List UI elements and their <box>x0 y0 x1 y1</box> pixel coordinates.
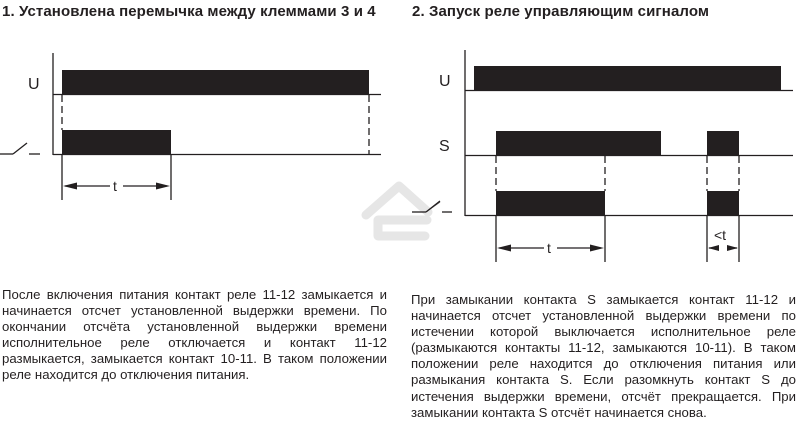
measure-label-t-2: t <box>547 240 551 256</box>
u-pulse <box>62 70 369 95</box>
u-pulse <box>474 66 781 91</box>
s-pulse-2 <box>707 131 739 156</box>
label-s: S <box>439 138 450 155</box>
section-1-title: 1. Установлена перемычка между клеммами 3 и 4 <box>2 3 376 20</box>
diagram-1 <box>0 53 381 200</box>
label-u-2: U <box>439 73 451 90</box>
contact-pulse <box>62 130 171 155</box>
section-1-description: После включения питания контакт реле 11-12 замыкается и начинается отсчет установленной выдержки времени. По окончании отсчёта установленной выдержки времени исполнительное реле отключается и контакт 11-12 размыкается, замыкается контакт 10-11. В таком положении реле находится до отключения питания. <box>2 287 387 383</box>
measure-label-t-1: t <box>113 178 117 194</box>
diagram-2 <box>412 50 793 262</box>
switch-contact-icon <box>0 143 40 154</box>
watermark-logo-icon <box>366 186 428 236</box>
contact-pulse-1 <box>496 191 605 216</box>
section-2-description: При замыкании контакта S замыкается контакт 11-12 и начинается отсчет установленной выдержки времени по истечении которой выключается исполнительное реле (размыкаются контакты 11-12, замыкаются 10-11). В таком положении реле находится до отключения питания или размыкания контакта S. Если разомкнуть контакт S до истечения выдержки времени, отсчёт прекращается. При замыкании контакта S отсчёт начинается снова. <box>411 292 796 420</box>
s-pulse-1 <box>496 131 661 156</box>
contact-pulse-2 <box>707 191 739 216</box>
measure-label-less-t: <t <box>714 227 727 243</box>
section-2-title: 2. Запуск реле управляющим сигналом <box>412 3 710 20</box>
label-u-1: U <box>28 76 40 93</box>
